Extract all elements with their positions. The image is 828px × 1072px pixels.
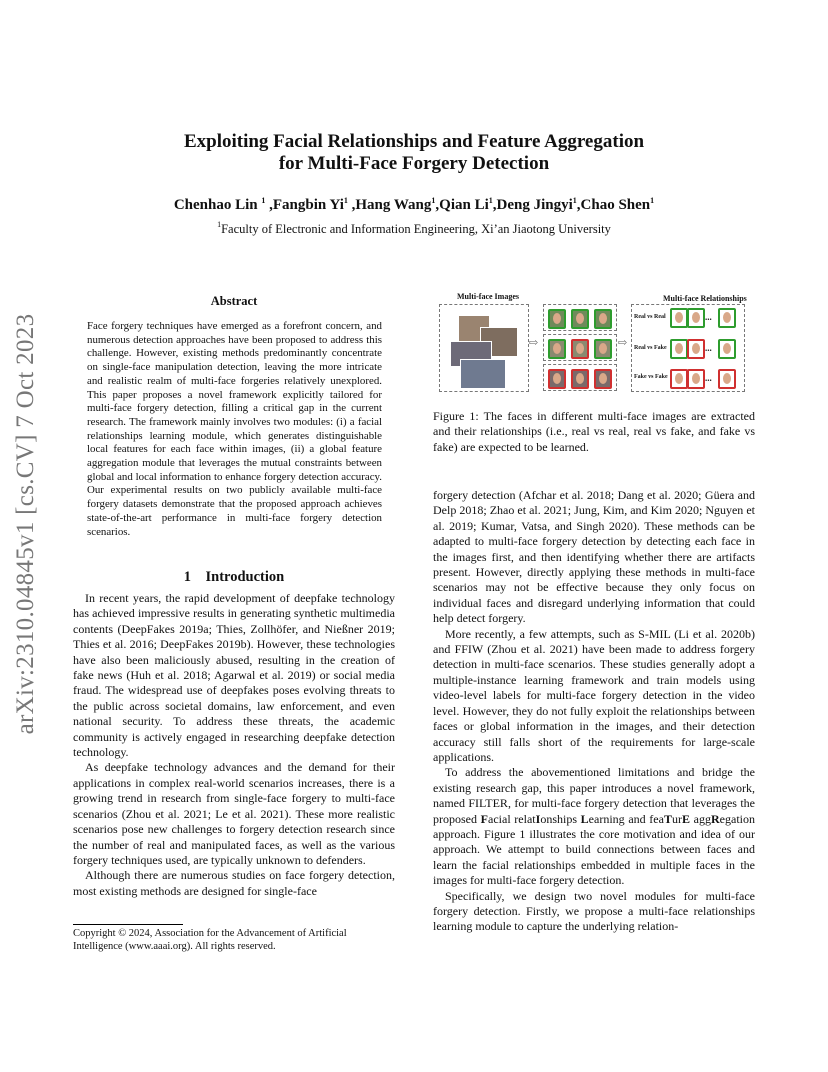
paragraph: More recently, a few attempts, such as S-MIL (Li et al. 2020b) and FFIW (Zhou et al. 2021) have been made to address forgery detection in multi-face scenarios. These studies generally adopt a multiple-instance learning framework and train models using video-level labels for multi-face forgery detection in the video level. However, they do not fully exploit the relationships between faces or global information in the images, and their detection accuracy still falls short of the requirements for large-scale applications.	[433, 626, 755, 764]
bold-letter: F	[480, 811, 488, 826]
fake-face-thumbnail	[571, 369, 589, 389]
author-sup: 1	[650, 196, 655, 205]
affiliation-sup: 1	[217, 220, 222, 229]
bold-letter: R	[711, 811, 720, 826]
real-face-thumbnail	[670, 339, 688, 359]
section-heading-introduction: 1 Introduction	[183, 569, 285, 585]
footnote-rule	[73, 924, 183, 925]
affiliation	[0, 222, 828, 237]
ellipsis: ...	[705, 312, 712, 322]
text-run: agg	[690, 811, 711, 826]
text-run: To address the abovementioned limitations and bridge the existing research gap, this paper introduces a novel framework, named FILTER, for multi-face forgery detection that leverages the proposed	[433, 765, 755, 826]
real-face-thumbnail	[594, 339, 612, 359]
paper-title-line-1: Exploiting Facial Relationships and Feature Aggregation	[183, 131, 645, 152]
author-name: Chenhao Lin	[173, 197, 258, 213]
real-face-thumbnail	[670, 308, 688, 328]
paragraph: In recent years, the rapid development of deepfake technology has achieved impressive results in generating synthetic multimedia contents (DeepFakes 2019a; Thies, Zollhöfer, and Nießner 2019; Thies et al. 2016; DeepFakes 2019b). However, these technologies have also been maliciously abused, resulting in the creation of fake news (Huh et al. 2018; Agarwal et al. 2019) or social media fraud. The widespread use of deepfakes poses evolving threats to the public across societal domains, law enforcement, and even national security. To address these threats, the academic community is actively engaged in researching deepfake detection technology.	[73, 591, 395, 760]
text-run: ur	[671, 811, 682, 826]
real-face-thumbnail	[687, 308, 705, 328]
spacer	[668, 335, 742, 338]
relationship-label: Real vs Fake	[634, 345, 667, 351]
relationship-label: Real vs Real	[634, 314, 666, 320]
fake-face-thumbnail	[718, 369, 736, 389]
author-sup: 1	[343, 196, 348, 205]
arxiv-id: arXiv:2310.04845v1 [cs.CV] 7 Oct 2023	[12, 313, 39, 735]
figure-label-relationships: Multi-face Relationships	[663, 294, 747, 303]
fake-face-thumbnail	[594, 369, 612, 389]
author-sup: 1	[572, 196, 577, 205]
real-face-thumbnail	[718, 339, 736, 359]
author-name: ,Fangbin Yi	[269, 197, 344, 213]
affiliation-text: Faculty of Electronic and Information Engineering, Xi’an Jiaotong University	[221, 222, 611, 236]
author-sup: 1	[261, 196, 266, 205]
author-name: ,Chao Shen	[576, 197, 651, 213]
real-face-thumbnail	[594, 309, 612, 329]
relationship-label: Fake vs Fake	[634, 374, 668, 380]
abstract-heading: Abstract	[210, 294, 258, 308]
ellipsis: ...	[705, 343, 712, 353]
text-run: Figure 1 illustrates the core motivation and idea of our approach. We attempt to build connections between faces and learn the facial relationships embedded in multiple faces in the images for multi-face forgery detection.	[433, 826, 755, 888]
bold-letter: E	[681, 811, 690, 826]
body-column-2	[433, 488, 755, 935]
arxiv-sidebar	[6, 294, 46, 754]
fake-face-thumbnail	[548, 369, 566, 389]
paragraph: Although there are numerous studies on face forgery detection, most existing methods are designed for single-face	[73, 868, 395, 898]
real-face-thumbnail	[718, 308, 736, 328]
author-name: ,Hang Wang	[351, 197, 432, 213]
text-run: earning and fea	[588, 811, 664, 826]
introduction-column-1	[73, 591, 395, 899]
paragraph: Specifically, we design two novel modules for multi-face forgery detection. Firstly, we propose a multi-face relationships learning module to capture the underlying relation-	[433, 888, 755, 934]
multi-face-images-box	[439, 304, 529, 392]
real-face-thumbnail	[548, 339, 566, 359]
fake-face-thumbnail	[687, 369, 705, 389]
author-sup: 1	[488, 196, 493, 205]
fake-face-thumbnail	[687, 339, 705, 359]
arrow-icon: ⇨	[529, 337, 539, 349]
bold-letter: I	[535, 811, 541, 826]
figure-label-images: Multi-face Images	[457, 292, 519, 301]
real-face-thumbnail	[571, 309, 589, 329]
abstract-body: Face forgery techniques have emerged as a forefront concern, and numerous detection approaches have been proposed to address this challenge. However, existing methods predominantly concentrate on single-face manipulation detection, leaving the more intricate and realistic realm of multi-face forgeries relatively unexplored. This paper proposes a novel framework explicitly tailored for multi-face forgery detection, filling a critical gap in the current research. The framework mainly involves two modules: (i) a facial relationships learning module, which generates distinguishable local features for each face within images, (ii) a global feature aggregation module that leverages the mutual constraints between global and local information to enhance forgery detection accuracy. Our experimental results on two publicly available multi-face forgery datasets demonstrate that the proposed approach achieves state-of-the-art performance in multi-face forgery detection scenarios.	[87, 320, 382, 538]
figure-1-caption: Figure 1: The faces in different multi-face images are extracted and their relationships (i.e., real vs real, real vs fake, and fake vs fake) are expected to be learned.	[433, 409, 755, 454]
author-name: ,Deng Jingyi	[492, 197, 573, 213]
author-list	[0, 197, 828, 214]
fake-face-thumbnail	[571, 339, 589, 359]
bold-letter: T	[663, 811, 672, 826]
copyright-footnote: Copyright © 2024, Association for the Advancement of Artificial Intelligence (www.aaai.org). All rights reserved.	[73, 928, 347, 952]
author-name: ,Qian Li	[435, 197, 489, 213]
arrow-icon: ⇨	[618, 337, 628, 349]
text-run: onships	[540, 811, 581, 826]
paragraph: As deepfake technology advances and the demand for their applications in complex real-world scenarios increases, there is a growing trend in research from single-face forgery to multi-face scenarios (Zhou et al. 2021; Le et al. 2021). These more realistic scenarios pose new challenges to forgery detection research since the number of real and manipulated faces, as well as the various forgery techniques used, are typically unknown to defenders.	[73, 760, 395, 867]
ellipsis: ...	[705, 373, 712, 383]
fake-face-thumbnail	[670, 369, 688, 389]
author-sup: 1	[431, 196, 436, 205]
paragraph-filter	[433, 765, 755, 888]
real-face-thumbnail	[548, 309, 566, 329]
paragraph: forgery detection (Afchar et al. 2018; Dang et al. 2020; Güera and Delp 2018; Zhao et al. 2021; Jung, Kim, and Kim 2020; Nguyen et al. 2019; Kumar, Vatsa, and Singh 2020). These methods can be adapted to multi-face forgery detection by detecting each face in the images first, and then identifying whether there are artifacts present. However, directly applying these methods in multi-face scenarios may not be effective because they only focus on individual faces and disregard underlying information that could help detect forgery.	[433, 488, 755, 626]
group-photo	[460, 359, 506, 389]
text-run: egation approach.	[433, 811, 755, 841]
paper-title-line-2: for Multi-Face Forgery Detection	[278, 153, 550, 174]
text-run: acial relat	[488, 811, 536, 826]
figure-1	[437, 292, 747, 394]
bold-letter: L	[580, 811, 589, 826]
